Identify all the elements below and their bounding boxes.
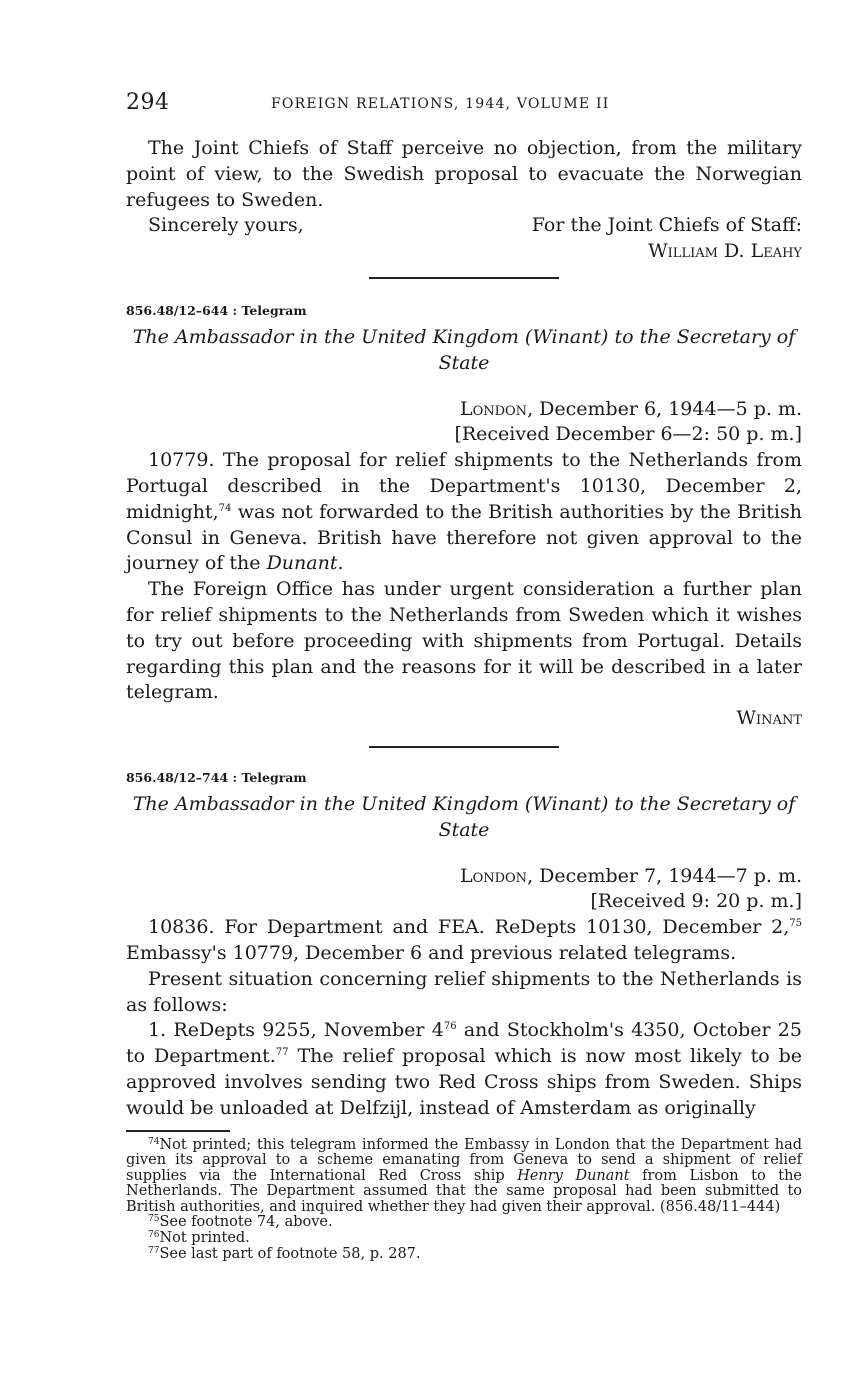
footnote-ref-76: 76 — [443, 1021, 457, 1033]
footnote-76 — [126, 1231, 802, 1247]
doc2-title: The Ambassador in the United Kingdom (Winant) to the Secretary of State — [132, 325, 796, 374]
footnote-76-number: 76 — [148, 1230, 160, 1241]
footnote-ref-74: 74 — [218, 502, 232, 514]
footnote-rule — [126, 1130, 230, 1132]
doc3-p1-text-b: Embassy's 10779, December 6 and previous related telegrams. — [126, 941, 737, 964]
doc3-p1-text-a: 10836. For Department and FEA. ReDepts 10130, December 2, — [148, 916, 790, 939]
section-divider — [369, 277, 559, 279]
doc2-paragraph-1 — [126, 448, 802, 577]
document-page — [126, 88, 802, 1262]
doc2-file-reference: 856.48/12–644 : Telegram — [126, 302, 307, 318]
footnote-77-number: 77 — [148, 1245, 160, 1256]
doc1-signature: William D. Leahy — [648, 240, 802, 263]
footnote-75-number: 75 — [148, 1214, 160, 1225]
doc3-dateline — [126, 864, 802, 890]
doc3-title: The Ambassador in the United Kingdom (Winant) to the Secretary of State — [132, 792, 796, 841]
doc2-p1-text-b: was not forwarded to the British authorities by the British Consul in Geneva. British have therefore not given approval to the journey of the — [126, 500, 802, 575]
ship-name-henry-dunant: Henry Dunant — [517, 1167, 630, 1184]
footnote-77 — [126, 1247, 802, 1263]
footnote-75-text: See footnote 74, above. — [159, 1214, 333, 1231]
doc3-paragraph-2: Present situation concerning relief shipments to the Netherlands is as follows: — [126, 967, 802, 1016]
doc3-paragraph-1 — [126, 915, 802, 967]
footnote-74-number: 74 — [148, 1136, 160, 1147]
doc3-file-reference: 856.48/12–744 : Telegram — [126, 769, 307, 785]
doc3-received: [Received 9: 20 p. m.] — [590, 890, 802, 913]
footnotes — [126, 1138, 802, 1263]
footnote-74-text-b: from Lisbon to the Netherlands. The Department assumed that the same proposal had been submitted to British authorities, and inquired whether they had given their approval. (856.48/11–444) — [126, 1167, 802, 1215]
doc1-paragraph: The Joint Chiefs of Staff perceive no objection, from the military point of view, to the Swedish proposal to evacuate the Norwegian refugees to Sweden. — [126, 137, 802, 211]
doc3-place: London — [459, 864, 528, 887]
doc3-p3-text-a: 1. ReDepts 9255, November 4 — [148, 1019, 444, 1042]
doc2-p1-text-a: 10779. The proposal for relief shipments to the Netherlands from Portugal described in the Department's 10130, December 2, midnight, — [126, 449, 802, 523]
running-title: FOREIGN RELATIONS, 1944, VOLUME II — [271, 96, 610, 112]
section-divider — [369, 746, 559, 748]
page-number: 294 — [126, 90, 170, 115]
doc3-paragraph-3 — [126, 1018, 802, 1121]
ship-name-dunant: Dunant. — [266, 552, 344, 575]
page-header — [126, 88, 802, 122]
doc2-signature: Winant — [736, 707, 802, 730]
doc3-p3-text-c: The relief proposal which is now most likely to be approved involves sending two Red Cross ships from Sweden. Ships would be unloaded at Delfzijl, instead of Amsterdam as originally — [126, 1045, 802, 1119]
footnote-76-text: Not printed. — [159, 1230, 250, 1247]
footnote-ref-77: 77 — [275, 1047, 289, 1059]
footnote-ref-75: 75 — [789, 918, 802, 930]
footnote-74 — [126, 1138, 802, 1216]
footnote-75 — [126, 1215, 802, 1231]
doc1-closing-row — [126, 213, 802, 239]
doc3-date: , December 7, 1944—7 p. m. — [527, 864, 802, 887]
doc1-for-line: For the Joint Chiefs of Staff: — [531, 214, 802, 237]
doc2-date: , December 6, 1944—5 p. m. — [527, 397, 802, 420]
footnote-77-text: See last part of footnote 58, p. 287. — [159, 1245, 421, 1262]
doc3-p3-text-b: and Stockholm's 4350, October 25 to Department. — [126, 1019, 802, 1068]
doc2-dateline — [126, 397, 802, 423]
doc1-closing: Sincerely yours, — [148, 214, 304, 237]
footnote-74-text-a: Not printed; this telegram informed the Embassy in London that the Department had given its approval to a scheme emanating from Geneva to send a shipment of relief supplies via the International Red Cross ship — [126, 1136, 802, 1184]
doc2-paragraph-2: The Foreign Office has under urgent consideration a further plan for relief shipments to the Netherlands from Sweden which it wishes to try out before proceeding with shipments from Portugal. Details regarding this plan and the reasons for it will be described in a later telegram. — [126, 578, 802, 704]
doc2-place: London — [459, 397, 528, 420]
doc2-received: [Received December 6—2: 50 p. m.] — [454, 423, 802, 446]
